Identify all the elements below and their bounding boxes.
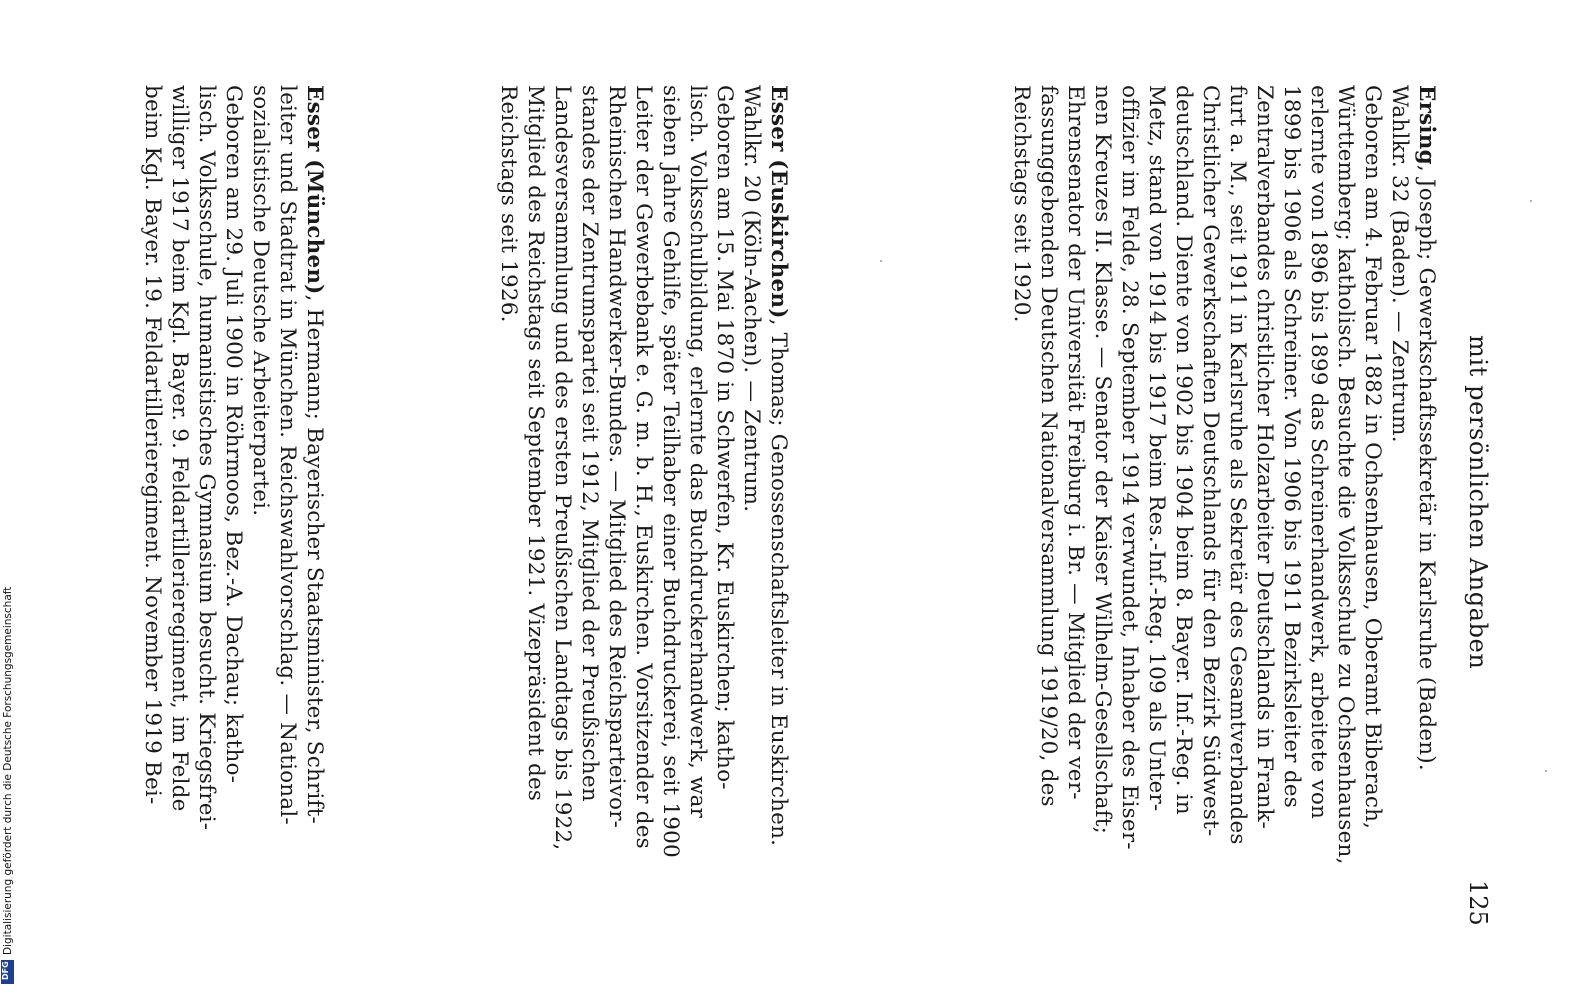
- entry-heading: Esser (München), Hermann; Bayerischer Staatsminister, Schrift-: [302, 85, 327, 825]
- entry-esser-muenchen: [139, 85, 328, 830]
- text-line: williger 1917 beim Kgl. Bayer. 9. Feldartillerieregiment, im Felde: [167, 85, 192, 812]
- page-number: 125: [1464, 880, 1492, 926]
- text-line: leiter und Stadtrat in München. Reichswahlvorschlag. — National-: [275, 85, 300, 825]
- text-line: Geboren am 29. Juli 1900 in Röhrmoos, Bez.-A. Dachau; katho-: [221, 85, 246, 784]
- scan-speck: [880, 260, 882, 262]
- text-line: 1899 bis 1906 als Schreiner. Von 1906 bis 1911 Bezirksleiter des: [1279, 85, 1304, 808]
- entry-heading: Ersing, Joseph; Gewerkschaftssekretär in Karlsruhe (Baden).: [1414, 85, 1439, 771]
- text-line: offizier im Felde, 28. September 1914 verwundet, Inhaber des Eiser-: [1117, 85, 1142, 850]
- text-line: Landesversammlung und des ersten Preußischen Landtags bis 1922,: [550, 85, 575, 851]
- text-line: Geboren am 4. Februar 1882 in Ochsenhausen, Oberamt Biberach,: [1360, 85, 1385, 830]
- text-line: nen Kreuzes II. Klasse. — Senator der Kaiser Wilhelm-Gesellschaft;: [1090, 85, 1115, 835]
- text-line: erlernte von 1896 bis 1899 das Schreinerhandwerk, arbeitete von: [1306, 85, 1331, 820]
- entry-heading: Esser (Euskirchen), Thomas; Genossenschaftsleiter in Euskirchen.: [766, 85, 791, 847]
- text-line: Metz, stand von 1914 bis 1917 beim Res.-Inf.-Reg. 109 als Unter-: [1144, 85, 1169, 812]
- text-line: sozialistische Deutsche Arbeiterpartei.: [248, 85, 273, 517]
- text-line: Geboren am 15. Mai 1870 in Schwerfen, Kr. Euskirchen; katho-: [712, 85, 737, 790]
- running-title: mit persönlichen Angaben: [1464, 335, 1492, 670]
- scan-speck: [1545, 770, 1547, 772]
- text-line: Leiter der Gewerbebank e. G. m. b. H., Euskirchen. Vorsitzender des: [631, 85, 656, 849]
- text-line: Zentralverbandes christlicher Holzarbeiter Deutschlands in Frank-: [1252, 85, 1277, 829]
- text-line: Mitglied des Reichstags seit September 1921. Vizepräsident des: [523, 85, 548, 802]
- text-line: Württemberg; katholisch. Besuchte die Volksschule zu Ochsenhausen,: [1333, 85, 1358, 865]
- text-line: Wahlkr. 32 (Baden). — Zentrum.: [1387, 85, 1412, 443]
- text-line: Reichstags seit 1920.: [1009, 85, 1034, 323]
- text-line: beim Kgl. Bayer. 19. Feldartillerieregiment. November 1919 Bei-: [140, 85, 165, 805]
- text-line: Wahlkr. 20 (Köln-Aachen). — Zentrum.: [739, 85, 764, 513]
- text-line: furt a. M., seit 1911 in Karlsruhe als Sekretär des Gesamtverbandes: [1225, 85, 1250, 845]
- text-line: Christlicher Gewerkschaften Deutschlands für den Bezirk Südwest-: [1198, 85, 1223, 837]
- text-line: Reichstags seit 1926.: [496, 85, 521, 323]
- text-line: lisch. Volksschule, humanistisches Gymnasium besucht. Kriegsfrei-: [194, 85, 219, 831]
- text-line: fassunggebenden Deutschen Nationalversammlung 1919/20, des: [1036, 85, 1061, 807]
- entry-ersing: [1008, 85, 1440, 865]
- digitization-credit: Digitalisierung gefördert durch die Deutsche Forschungsgemeinschaft: [2, 586, 14, 955]
- scan-speck: [1530, 200, 1532, 202]
- text-line: deutschland. Diente von 1902 bis 1904 beim 8. Bayer. Inf.-Reg. in: [1171, 85, 1196, 815]
- text-line: Rheinischen Handwerker-Bundes. — Mitglied des Reichsparteivor-: [604, 85, 629, 829]
- text-line: standes der Zentrumspartei seit 1912, Mitglied der Preußischen: [577, 85, 602, 802]
- text-line: lisch. Volksschulbildung, erlernte das Buchdruckerhandwerk, war: [685, 85, 710, 819]
- text-line: sieben Jahre Gehilfe, später Teilhaber einer Buchdruckerei, seit 1900: [658, 85, 683, 858]
- text-line: Ehrensenator der Universität Freiburg i. Br. — Mitglied der ver-: [1063, 85, 1088, 800]
- dfg-logo: DFG: [1, 960, 14, 984]
- entry-esser-euskirchen: [495, 85, 792, 858]
